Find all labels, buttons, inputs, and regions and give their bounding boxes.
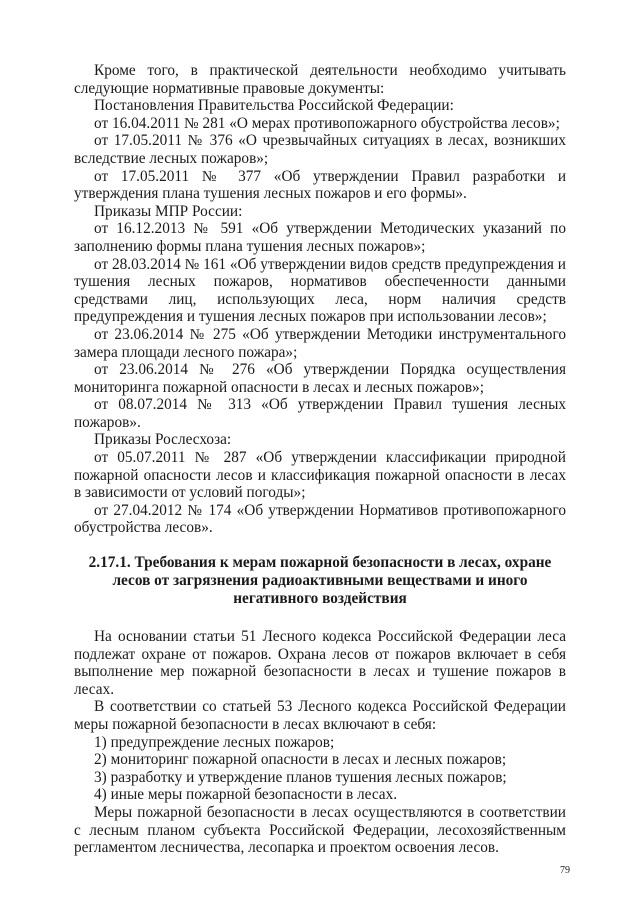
paragraph: 4) иные меры пожарной безопасности в лесах. [94,786,398,804]
spacer [74,537,566,554]
paragraph: от 08.07.2014 № 313 «Об утверждении Правил тушения лесных пожаров». [74,396,566,431]
section-body [74,628,566,857]
paragraph: Постановления Правительства Российской Федерации: [94,97,454,115]
paragraph: от 23.06.2014 № 275 «Об утверждении Методики инструментального замера площади лесного пожара»; [74,325,566,361]
paragraph: 3) разработку и утверждение планов тушения лесных пожаров; [94,768,507,786]
spacer [74,608,566,628]
section-heading: 2.17.1. Требования к мерам пожарной безопасности в лесах, охране лесов от загрязнения радиоактивными веществами и иного негативного воздействия [88,554,552,608]
paragraph: Кроме того, в практической деятельности необходимо учитывать следующие нормативные правовые документы: [74,62,566,97]
paragraph: Приказы Рослесхоза: [94,431,232,449]
paragraph: от 16.12.2013 № 591 «Об утверждении Методических указаний по заполнению формы плана тушения лесных пожаров»; [74,220,566,255]
paragraph: На основании статьи 51 Лесного кодекса Российской Федерации леса подлежат охране от пожаров. Охрана лесов от пожаров включает в себя выполнение мер пожарной безопасности в лесах и тушение пожаров в лесах. [74,628,566,698]
paragraph: 1) предупреждение лесных пожаров; [94,733,335,751]
paragraph: от 28.03.2014 № 161 «Об утверждении видов средств предупреждения и тушения лесных пожаров, нормативов обеспеченности данными средствами лиц, использующих леса, норм наличия средств предупреждения и тушения лесных пожаров при использовании лесов»; [74,255,566,326]
paragraph: от 23.06.2014 № 276 «Об утверждении Порядка осуществления мониторинга пожарной опасности в лесах и лесных пожаров»; [74,361,566,396]
regulations-list [74,62,566,537]
paragraph: от 27.04.2012 № 174 «Об утверждении Нормативов противопожарного обустройства лесов». [74,501,566,537]
paragraph: от 17.05.2011 № 376 «О чрезвычайных ситуациях в лесах, возникших вследствие лесных пожаров»; [74,132,566,167]
paragraph: от 17.05.2011 № 377 «Об утверждении Правил разработки и утверждения плана тушения лесных пожаров и его формы». [74,167,566,203]
page-number: 79 [560,865,570,876]
paragraph: от 05.07.2011 № 287 «Об утверждении классификации природной пожарной опасности лесов и классификация пожарной опасности в лесах в зависимости от условий погоды»; [74,449,566,502]
paragraph: Меры пожарной безопасности в лесах осуществляются в соответствии с лесным планом субъекта Российской Федерации, лесохозяйственным регламентом лесничества, лесопарка и проектом освоения лесов. [74,803,566,857]
paragraph: 2) мониторинг пожарной опасности в лесах и лесных пожаров; [94,751,507,769]
paragraph: В соответствии со статьей 53 Лесного кодекса Российской Федерации меры пожарной безопасности в лесах включают в себя: [74,698,566,733]
paragraph: от 16.04.2011 № 281 «О мерах противопожарного обустройства лесов»; [94,114,560,132]
paragraph: Приказы МПР России: [94,202,243,220]
